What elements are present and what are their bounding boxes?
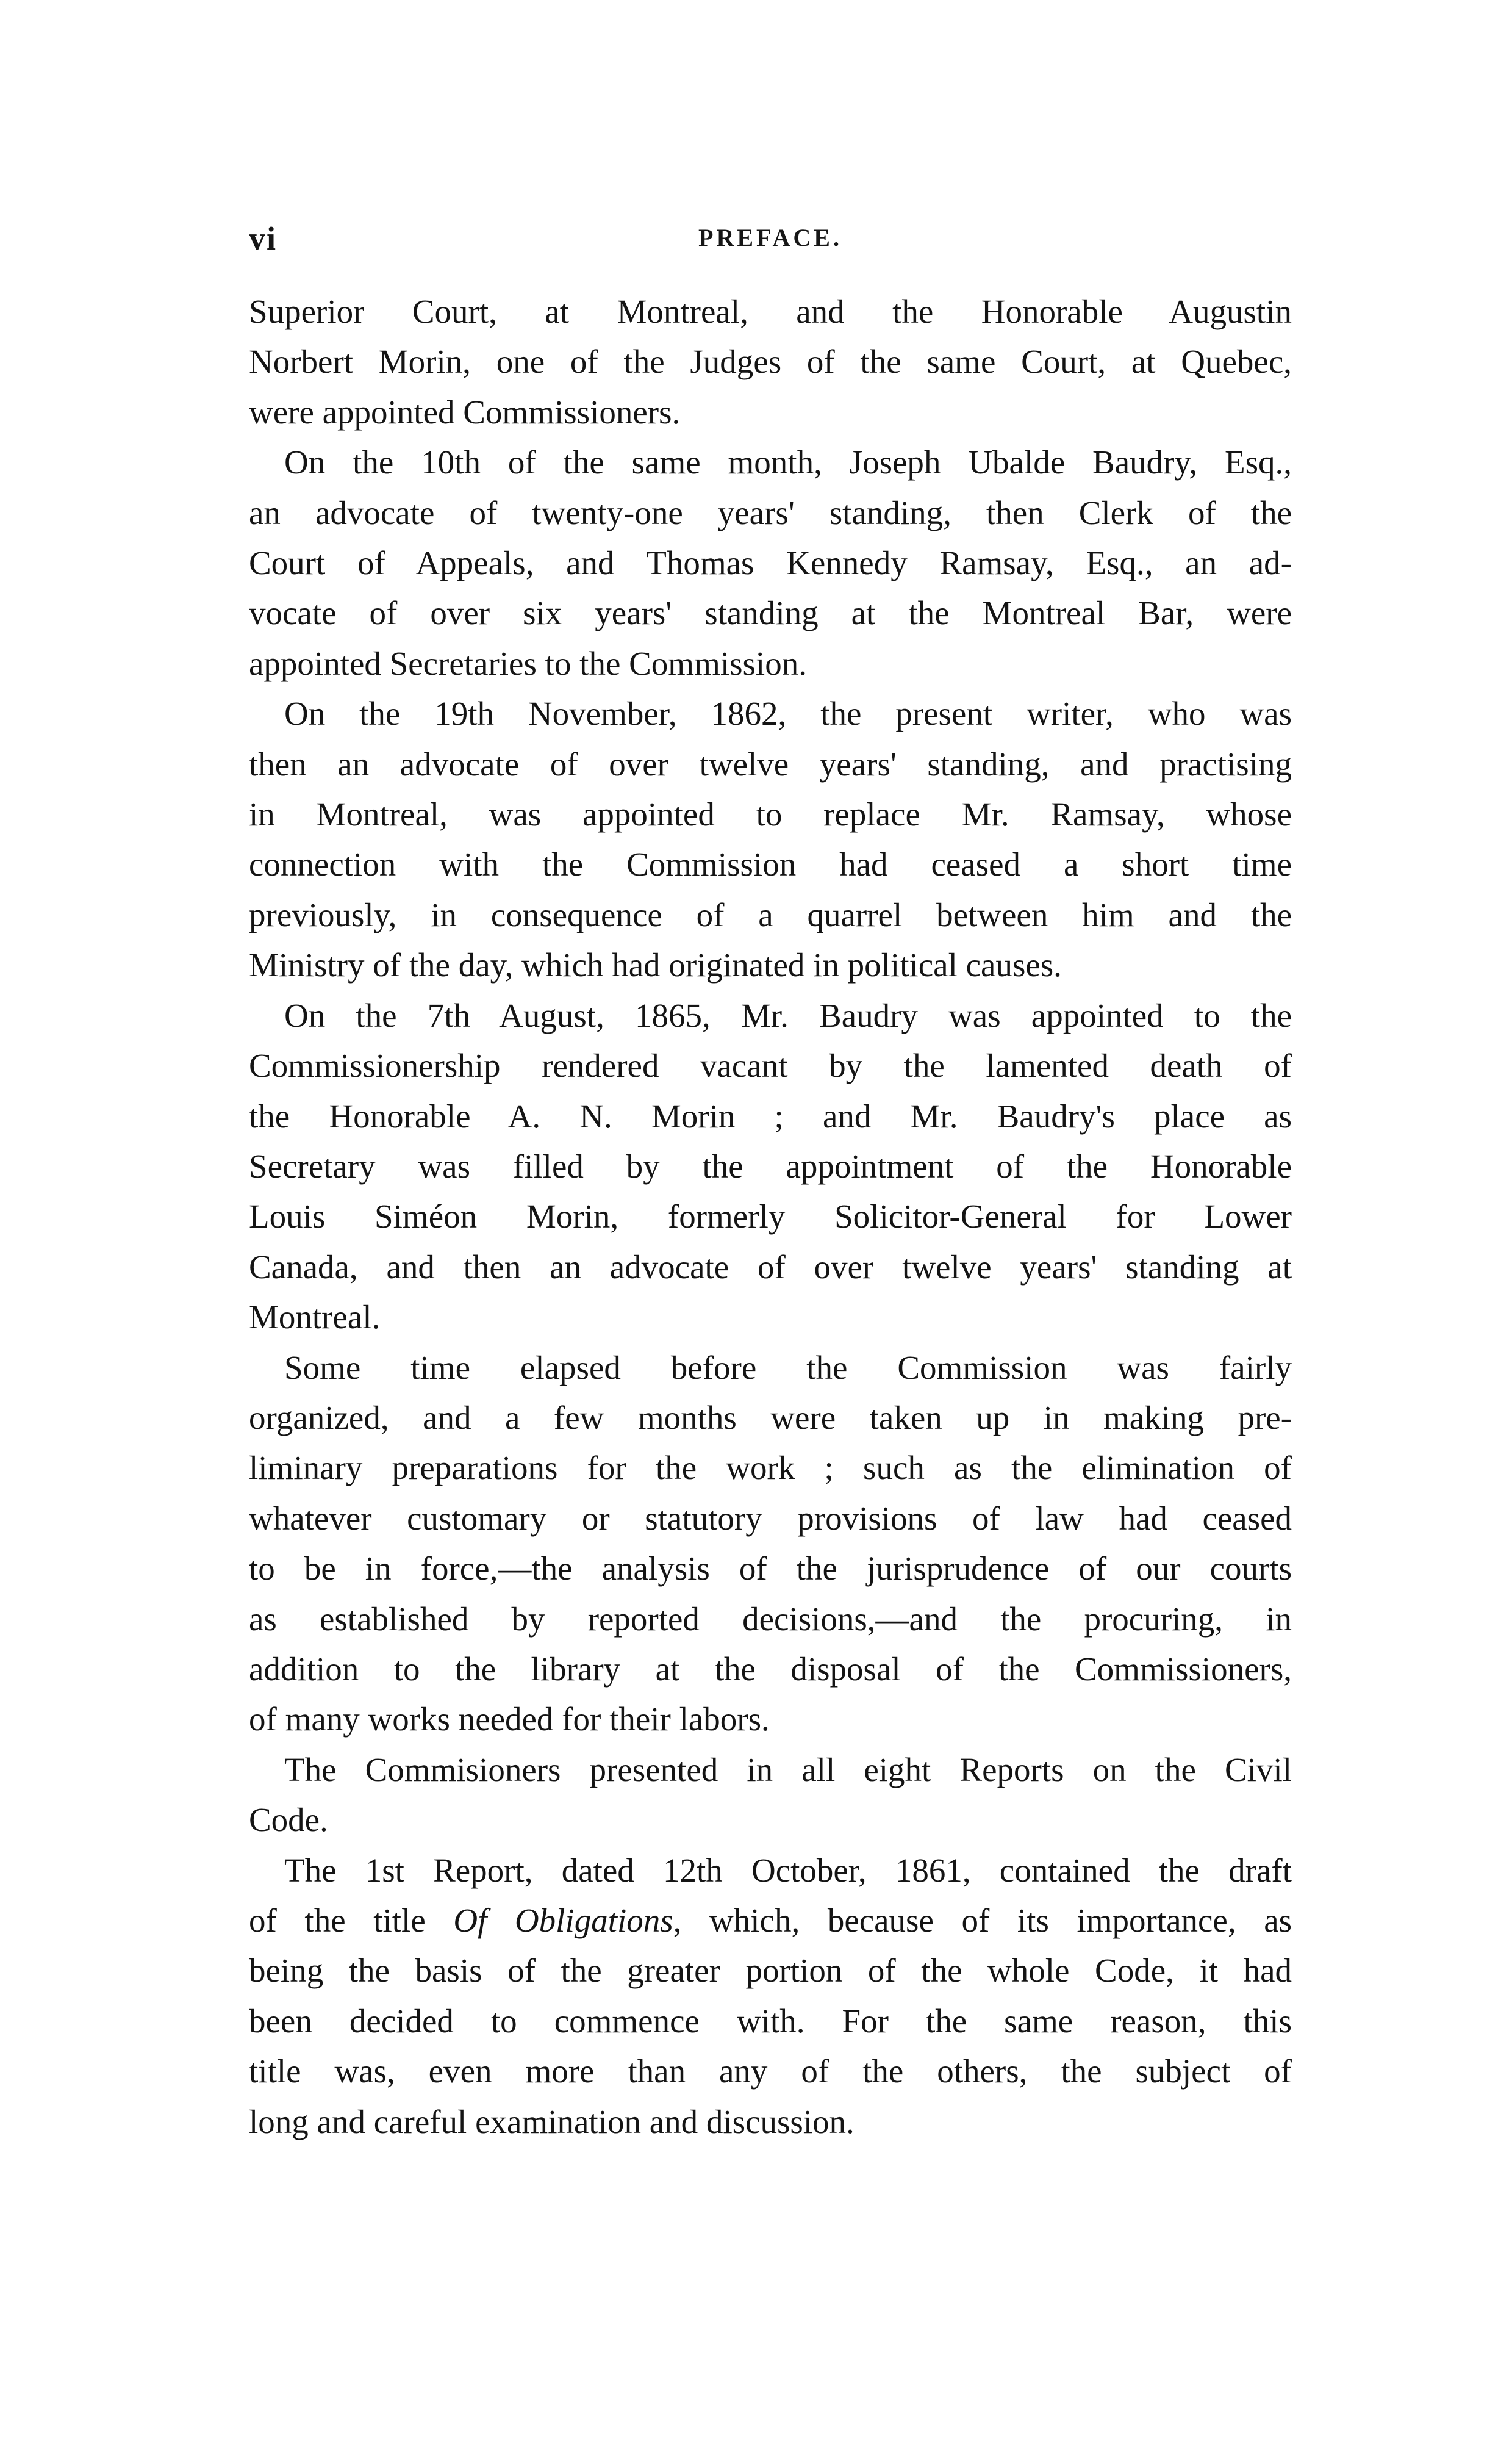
paragraph: [249, 1343, 1292, 1745]
text-line: of many works needed for their labors.: [249, 1700, 770, 1738]
text-line: On the 19th November, 1862, the present writer, who was: [284, 695, 1292, 733]
text-line: Secretary was filled by the appointment of the Honorable: [249, 1147, 1292, 1185]
text-line: Montreal.: [249, 1298, 381, 1336]
text-line: were appointed Commissioners.: [249, 393, 681, 431]
page-header: [249, 220, 1292, 262]
text-line: appointed Secretaries to the Commission.: [249, 644, 807, 682]
paragraph: [249, 287, 1292, 437]
text-line: being the basis of the greater portion of the whole Code, it had: [249, 1952, 1292, 1990]
text-line: long and careful examination and discussion.: [249, 2102, 855, 2140]
text-line: Court of Appeals, and Thomas Kennedy Ramsay, Esq., an ad-: [249, 544, 1292, 582]
text-line: The 1st Report, dated 12th October, 1861, contained the draft: [284, 1851, 1292, 1889]
text-line: On the 7th August, 1865, Mr. Baudry was appointed to the: [284, 996, 1292, 1034]
text-line: been decided to commence with. For the same reason, this: [249, 2002, 1292, 2040]
paragraph: [249, 689, 1292, 990]
text-line: as established by reported decisions,—and the procuring, in: [249, 1600, 1292, 1638]
running-head: PREFACE.: [698, 224, 842, 251]
text-line: then an advocate of over twelve years' standing, and practising: [249, 745, 1292, 783]
paragraph: [249, 991, 1292, 1343]
text-line: On the 10th of the same month, Joseph Ubalde Baudry, Esq.,: [284, 444, 1292, 481]
text-line: title was, even more than any of the others, the subject of: [249, 2052, 1292, 2090]
text-line: in Montreal, was appointed to replace Mr. Ramsay, whose: [249, 796, 1292, 833]
text-line: Superior Court, at Montreal, and the Honorable Augustin: [249, 293, 1292, 330]
paragraph: [249, 1846, 1292, 2147]
text-line: addition to the library at the disposal of the Commissioners,: [249, 1650, 1292, 1688]
text-line: Commissionership rendered vacant by the lamented death of: [249, 1047, 1292, 1085]
text-line: connection with the Commission had ceased a short time: [249, 846, 1292, 883]
text-line: Norbert Morin, one of the Judges of the same Court, at Quebec,: [249, 343, 1292, 381]
italic-title: Of Obligations: [453, 1902, 673, 1939]
text-line: an advocate of twenty-one years' standing, then Clerk of the: [249, 494, 1292, 531]
text-line: Some time elapsed before the Commission was fairly: [284, 1348, 1292, 1386]
text-line: to be in force,—the analysis of the jurisprudence of our courts: [249, 1550, 1292, 1588]
text-line: Code.: [249, 1801, 328, 1839]
text-line: organized, and a few months were taken up in making pre-: [249, 1398, 1292, 1436]
text-segment: of the title: [249, 1902, 454, 1939]
text-line: whatever customary or statutory provisions of law had ceased: [249, 1499, 1292, 1537]
text-line: vocate of over six years' standing at the Montreal Bar, were: [249, 594, 1292, 632]
text-line: liminary preparations for the work ; such as the elimination of: [249, 1449, 1292, 1487]
text-segment: , which, because of its importance, as: [673, 1902, 1292, 1939]
text-line: Louis Siméon Morin, formerly Solicitor-General for Lower: [249, 1198, 1292, 1235]
text-line: the Honorable A. N. Morin ; and Mr. Baudry's place as: [249, 1097, 1292, 1135]
text-line: The Commisioners presented in all eight Reports on the Civil: [284, 1750, 1292, 1788]
text-line: previously, in consequence of a quarrel between him and the: [249, 896, 1292, 933]
paragraph: [249, 1745, 1292, 1846]
body-text: [249, 287, 1292, 2147]
page-number: vi: [249, 220, 278, 257]
text-line: [249, 1896, 1292, 1946]
text-line: Ministry of the day, which had originated in political causes.: [249, 946, 1062, 984]
text-line: Canada, and then an advocate of over twelve years' standing at: [249, 1248, 1292, 1286]
paragraph: [249, 437, 1292, 689]
